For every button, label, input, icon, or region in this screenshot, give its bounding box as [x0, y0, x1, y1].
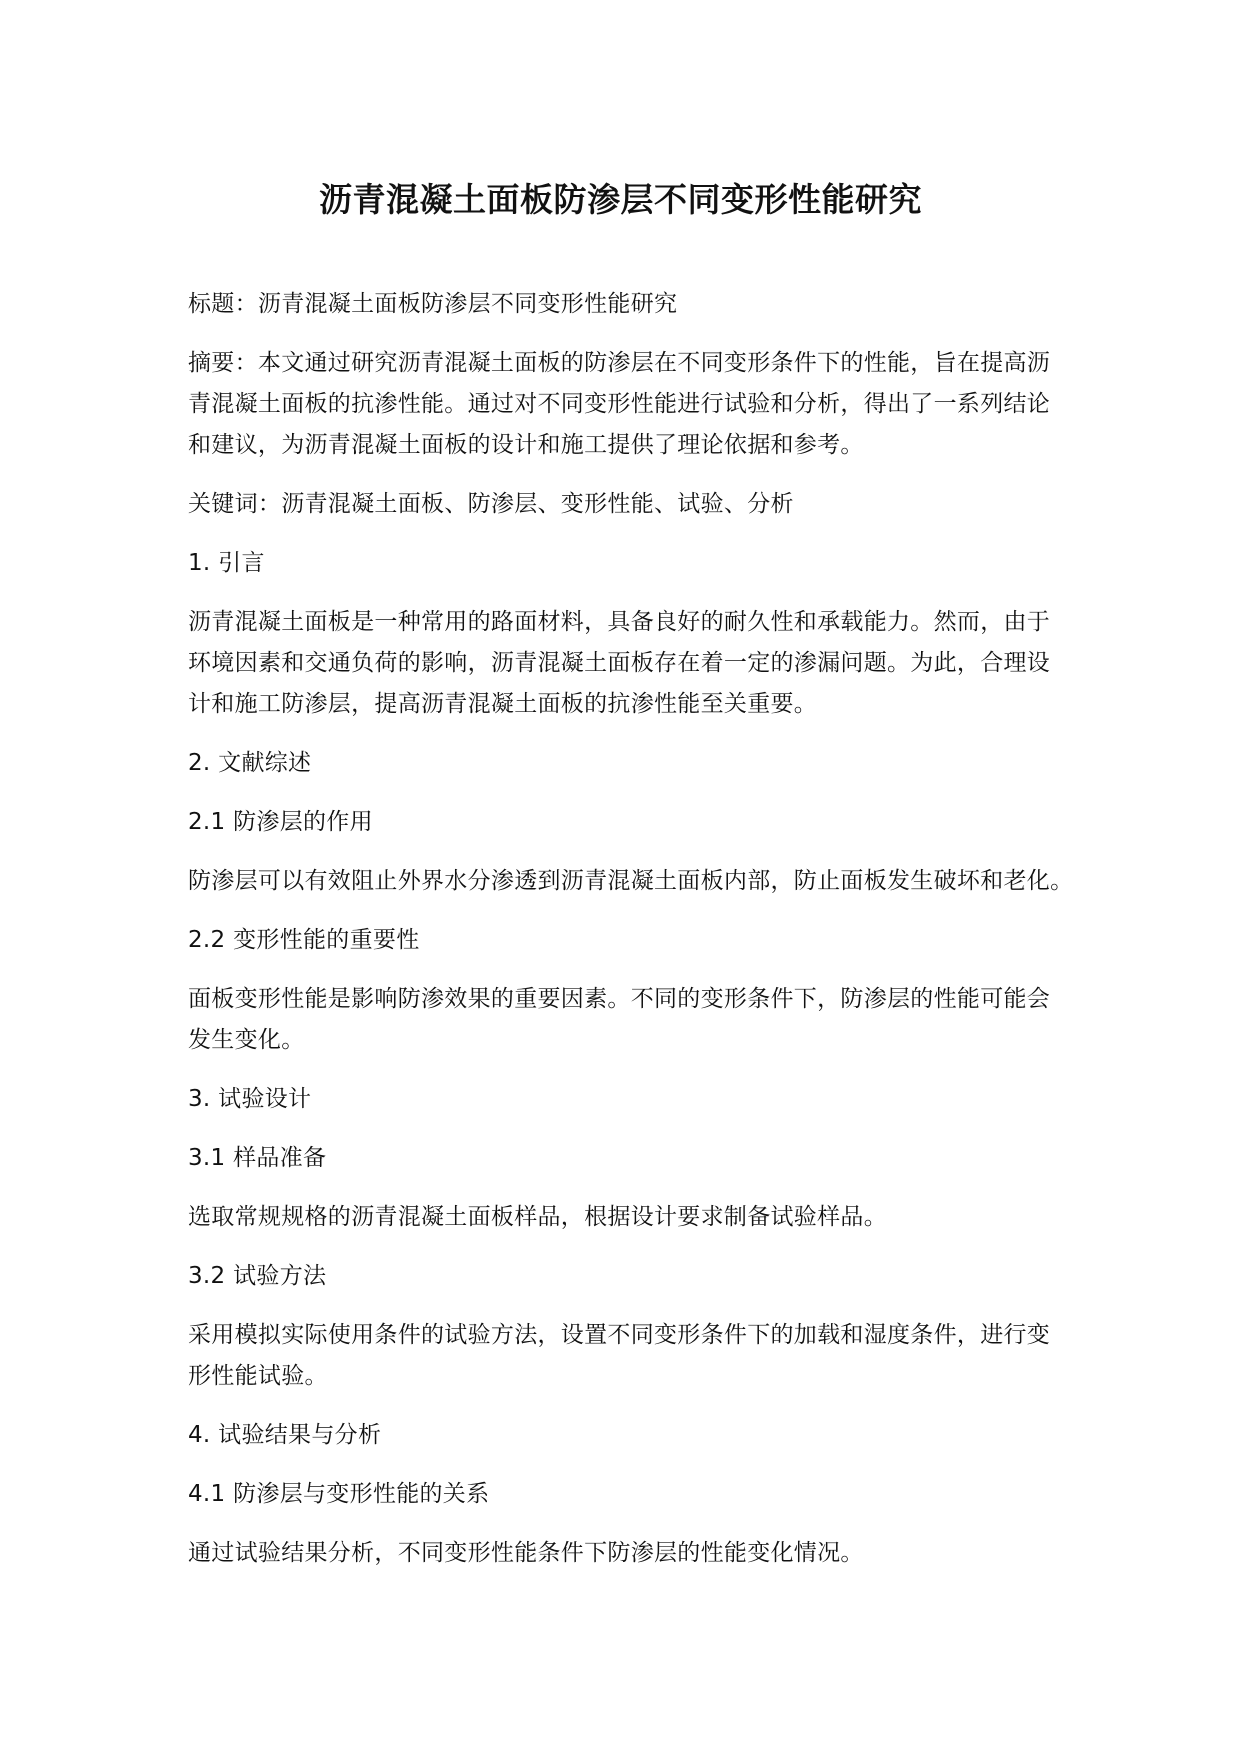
section-heading [188, 1079, 1078, 1120]
document-body [188, 284, 1078, 1592]
text-line: 沥青混凝土面板是一种常用的路面材料，具备良好的耐久性和承载能力。然而，由于 [188, 609, 1051, 635]
introduction-paragraph [188, 602, 1078, 725]
title-label-paragraph [188, 284, 1078, 325]
text-line: 形性能试验。 [188, 1363, 328, 1389]
subsection-heading [188, 1474, 1078, 1515]
text-line: 4. 试验结果与分析 [188, 1422, 382, 1448]
text-line: 标题：沥青混凝土面板防渗层不同变形性能研究 [188, 291, 678, 317]
section-heading [188, 543, 1078, 584]
text-line: 选取常规规格的沥青混凝土面板样品，根据设计要求制备试验样品。 [188, 1204, 887, 1230]
subsection-heading [188, 1138, 1078, 1179]
text-line: 2.2 变形性能的重要性 [188, 927, 420, 953]
text-line: 3.1 样品准备 [188, 1145, 327, 1171]
text-line: 2. 文献综述 [188, 750, 312, 776]
text-line: 防渗层可以有效阻止外界水分渗透到沥青混凝土面板内部，防止面板发生破坏和老化。 [188, 868, 1074, 894]
text-line: 2.1 防渗层的作用 [188, 809, 373, 835]
body-paragraph [188, 1533, 1078, 1574]
text-line: 4.1 防渗层与变形性能的关系 [188, 1481, 490, 1507]
body-paragraph [188, 861, 1078, 902]
section-heading [188, 743, 1078, 784]
keywords-paragraph [188, 484, 1078, 525]
text-line: 计和施工防渗层，提高沥青混凝土面板的抗渗性能至关重要。 [188, 691, 818, 717]
text-line: 青混凝土面板的抗渗性能。通过对不同变形性能进行试验和分析，得出了一系列结论 [188, 391, 1051, 417]
text-line: 关键词：沥青混凝土面板、防渗层、变形性能、试验、分析 [188, 491, 794, 517]
text-line: 采用模拟实际使用条件的试验方法，设置不同变形条件下的加载和湿度条件，进行变 [188, 1322, 1051, 1348]
document-title: 沥青混凝土面板防渗层不同变形性能研究 [319, 180, 922, 219]
text-line: 和建议，为沥青混凝土面板的设计和施工提供了理论依据和参考。 [188, 432, 864, 458]
text-line: 3. 试验设计 [188, 1086, 312, 1112]
text-line: 面板变形性能是影响防渗效果的重要因素。不同的变形条件下，防渗层的性能可能会 [188, 986, 1051, 1012]
body-paragraph [188, 1197, 1078, 1238]
body-paragraph [188, 1315, 1078, 1397]
subsection-heading [188, 920, 1078, 961]
text-line: 3.2 试验方法 [188, 1263, 327, 1289]
text-line: 发生变化。 [188, 1027, 305, 1053]
abstract-paragraph [188, 343, 1078, 466]
section-heading [188, 1415, 1078, 1456]
text-line: 环境因素和交通负荷的影响，沥青混凝土面板存在着一定的渗漏问题。为此，合理设 [188, 650, 1051, 676]
subsection-heading [188, 1256, 1078, 1297]
subsection-heading [188, 802, 1078, 843]
text-line: 1. 引言 [188, 550, 265, 576]
text-line: 通过试验结果分析，不同变形性能条件下防渗层的性能变化情况。 [188, 1540, 864, 1566]
body-paragraph [188, 979, 1078, 1061]
text-line: 摘要：本文通过研究沥青混凝土面板的防渗层在不同变形条件下的性能，旨在提高沥 [188, 350, 1051, 376]
